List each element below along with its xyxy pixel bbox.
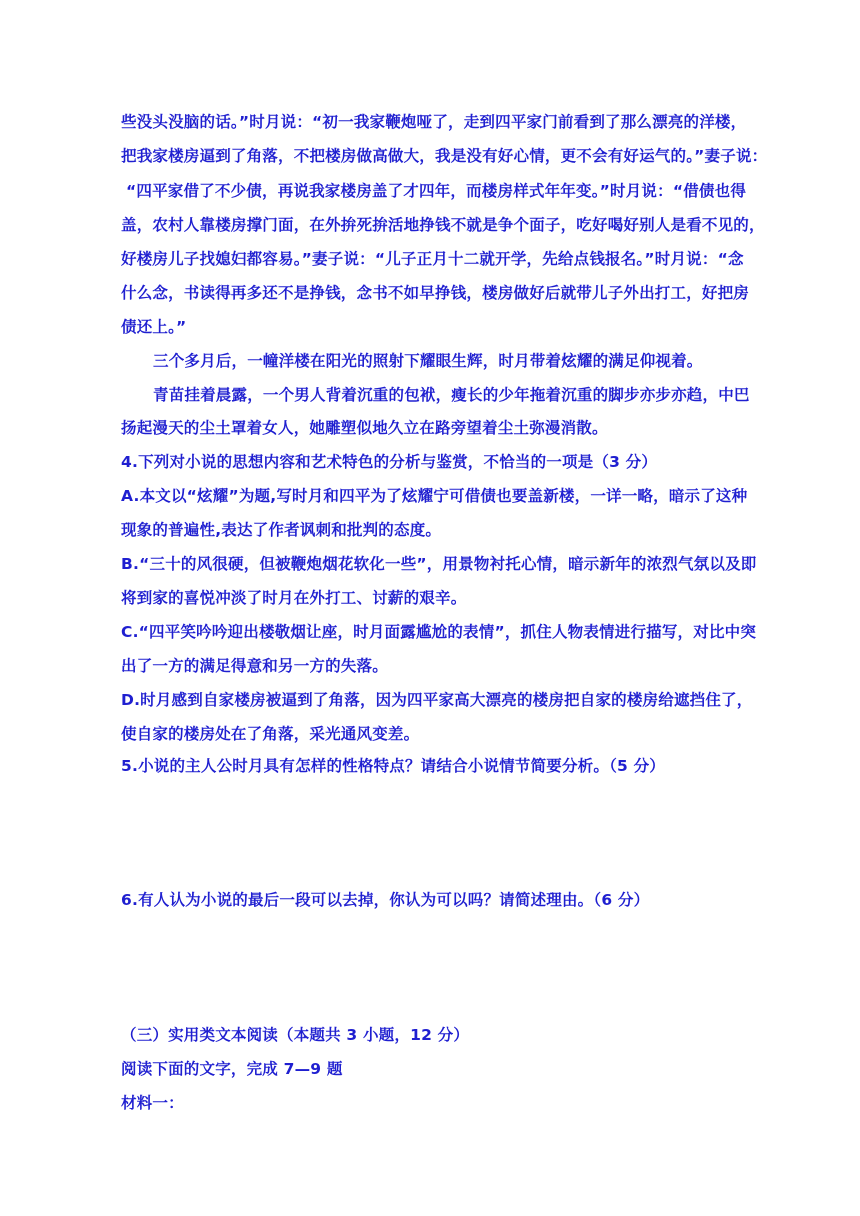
question-4-option-b: B.“三十的风很硬，但被鞭炮烟花软化一些”，用景物衬托心情，暗示新年的浓烈气氛以及即 (121, 555, 757, 573)
story-line: 好楼房儿子找媳妇都容易。”妻子说：“儿子正月十二就开学，先给点钱报名。”时月说：“念 (121, 250, 744, 268)
story-line: “四平家借了不少债，再说我家楼房盖了才四年，而楼房样式年年变。”时月说：“借债也得 (126, 182, 747, 200)
question-4-option-b: 将到家的喜悦冲淡了时月在外打工、讨薪的艰辛。 (121, 589, 467, 607)
story-line: 盖，农村人靠楼房撑门面，在外拚死拚活地挣钱不就是争个面子，吃好喝好别人是看不见的， (121, 216, 765, 234)
story-line: 些没头没脑的话。”时月说：“初一我家鞭炮哑了，走到四平家门前看到了那么漂亮的洋楼， (121, 113, 747, 131)
story-paragraph: 扬起漫天的尘土罩着女人，她雕塑似地久立在路旁望着尘土弥漫消散。 (121, 419, 608, 437)
question-4-option-d: D.时月感到自家楼房被逼到了角落，因为四平家高大漂亮的楼房把自家的楼房给遮挡住了， (121, 691, 753, 709)
story-paragraph: 三个多月后，一幢洋楼在阳光的照射下耀眼生辉，时月带着炫耀的满足仰视着。 (153, 352, 703, 370)
question-4-option-d: 使自家的楼房处在了角落，采光通风变差。 (121, 725, 420, 743)
story-line: 什么念，书读得再多还不是挣钱，念书不如早挣钱，楼房做好后就带儿子外出打工，好把房 (121, 284, 750, 302)
material-label: 材料一： (121, 1094, 184, 1112)
question-4-option-a: A.本文以“炫耀”为题,写时月和四平为了炫耀宁可借债也要盖新楼，一详一略，暗示了这种 (121, 487, 748, 505)
story-paragraph: 青苗挂着晨露，一个男人背着沉重的包袱，瘦长的少年拖着沉重的脚步亦步亦趋，中巴 (153, 386, 750, 404)
question-5: 5.小说的主人公时月具有怎样的性格特点？请结合小说情节简要分析。（5 分） (121, 757, 666, 775)
story-line: 债还上。” (121, 318, 187, 336)
story-line: 把我家楼房逼到了角落，不把楼房做高做大，我是没有好心情，更不会有好运气的。”妻子说： (121, 147, 768, 165)
question-4-option-c: C.“四平笑吟吟迎出楼敬烟让座，时月面露尴尬的表情”，抓住人物表情进行描写，对比中突 (121, 623, 757, 641)
question-6: 6.有人认为小说的最后一段可以去掉，你认为可以吗？请简述理由。（6 分） (121, 891, 650, 909)
question-4-stem: 4.下列对小说的思想内容和艺术特色的分析与鉴赏，不恰当的一项是（3 分） (121, 453, 658, 471)
question-4-option-a: 现象的普遍性,表达了作者讽刺和批判的态度。 (121, 521, 442, 539)
section-instruction: 阅读下面的文字，完成 7—9 题 (121, 1060, 343, 1078)
section-heading: （三）实用类文本阅读（本题共 3 小题，12 分） (121, 1026, 470, 1044)
question-4-option-c: 出了一方的满足得意和另一方的失落。 (121, 657, 388, 675)
